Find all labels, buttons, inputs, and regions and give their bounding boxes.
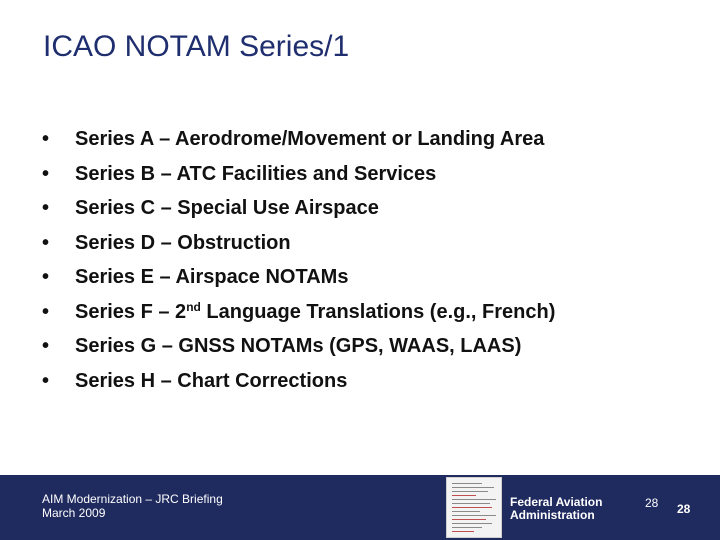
bullet-item-a: • Series A – Aerodrome/Movement or Landing Area: [42, 122, 555, 157]
bullet-item-c: • Series C – Special Use Airspace: [42, 191, 555, 226]
page-number-small: 28: [645, 496, 659, 510]
bullet-item-f: • Series F – 2nd Language Translations (e.g., French): [42, 295, 555, 330]
bullet-item-e: • Series E – Airspace NOTAMs: [42, 260, 555, 295]
footer-bar: [0, 475, 720, 540]
organization-name: Federal Aviation Administration: [510, 495, 603, 522]
bullet-icon: •: [42, 335, 50, 357]
bullet-icon: •: [42, 128, 50, 150]
bullet-item-b: • Series B – ATC Facilities and Services: [42, 157, 555, 192]
bullet-icon: •: [42, 266, 50, 288]
bullet-item-d: • Series D – Obstruction: [42, 226, 555, 261]
bullet-list: [42, 122, 555, 398]
document-thumbnail-image: [446, 477, 502, 538]
bullet-icon: •: [42, 369, 50, 392]
footer-presentation-info: [42, 492, 223, 520]
bullet-item-h: • Series H – Chart Corrections: [42, 364, 555, 399]
bullet-icon: •: [42, 231, 50, 254]
bullet-icon: •: [42, 300, 50, 323]
page-number: 28: [677, 502, 691, 516]
bullet-item-g: • Series G – GNSS NOTAMs (GPS, WAAS, LAAS): [42, 329, 555, 364]
ordinal-suffix: nd: [186, 299, 201, 314]
slide-title: ICAO NOTAM Series/1: [43, 30, 350, 63]
bullet-icon: •: [42, 197, 50, 219]
bullet-icon: •: [42, 162, 50, 185]
presentation-title: AIM Modernization – JRC Briefing: [42, 492, 223, 506]
presentation-date: March 2009: [42, 506, 106, 520]
